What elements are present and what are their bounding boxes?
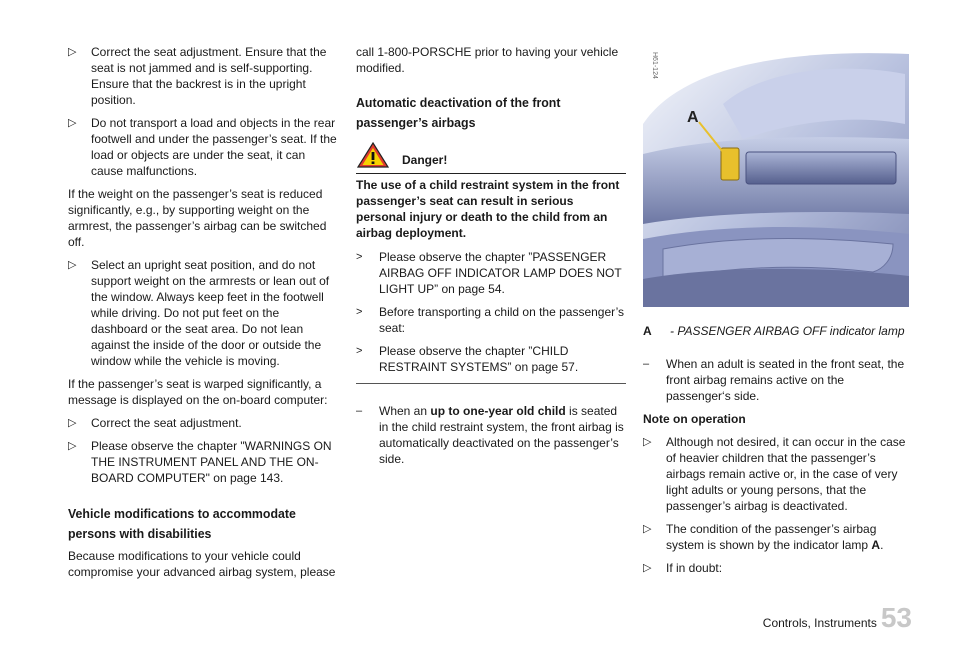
list-item-text: Correct the seat adjustment. Ensure that the seat is not jammed and is self-supporting. Ensure that the backrest is in the upright position. xyxy=(91,45,327,107)
list-item-text: Before transporting a child on the passenger’s seat: xyxy=(379,305,625,335)
list-item-text: Please observe the chapter ”PASSENGER AIRBAG OFF INDICATOR LAMP DOES NOT LIGHT UP” on page 54. xyxy=(379,250,622,296)
list-item xyxy=(68,438,338,486)
list-item-text: Correct the seat adjustment. xyxy=(91,416,242,430)
bullet-dash: – xyxy=(643,358,650,370)
caption-text: - PASSENGER AIRBAG OFF indicator lamp xyxy=(670,324,905,338)
bullet-triangle-icon: ▷ xyxy=(643,562,652,574)
passenger-airbag-off-lamp-photo xyxy=(643,44,909,307)
list-item-text: When an adult is seated in the front seat, the front airbag remains active on the passenger‘s side. xyxy=(666,357,905,403)
figure-caption xyxy=(643,323,909,339)
bullet-triangle-icon: ▷ xyxy=(68,46,77,58)
list-item-text: Although not desired, it can occur in the case of heavier children that the passenger’s airbags remain active or, in the case of very light adults or young persons, that the passenger’s airbag is deactivated. xyxy=(666,435,906,513)
bullet-triangle-icon: ▷ xyxy=(643,523,652,535)
list-item xyxy=(356,304,626,336)
list-item-text: When an up to one-year old child is seated in the child restraint system, the front airbag is automatically deactivated on the passenger’s side. xyxy=(379,404,624,466)
bullet-arrow-icon: > xyxy=(356,251,363,263)
list-item-text: Select an upright seat position, and do not support weight on the armrests or lean out of the window. Always keep feet in the footwell while driving. Do not put feet on the dashboard or the seat area. Do not lean against the inside of the door or outside the window while the vehicle is moving. xyxy=(91,258,330,368)
bullet-arrow-icon: > xyxy=(356,345,363,357)
section-heading: Automatic deactivation of the front passenger’s airbags xyxy=(356,95,561,130)
list-item xyxy=(643,434,909,514)
column-right xyxy=(643,44,909,576)
list-item xyxy=(356,249,626,297)
list-item-text: Please observe the chapter ”CHILD RESTRAINT SYSTEMS” on page 57. xyxy=(379,344,579,374)
list-item-text: If in doubt: xyxy=(666,561,723,575)
note-heading: Note on operation xyxy=(643,412,746,426)
danger-label: Danger! xyxy=(402,153,448,167)
section-heading: Vehicle modifications to accommodate persons with disabilities xyxy=(68,506,296,541)
danger-header xyxy=(356,141,626,169)
section-name: Controls, Instruments xyxy=(762,616,877,630)
list-item xyxy=(68,257,338,369)
bullet-triangle-icon: ▷ xyxy=(68,117,77,129)
list-item xyxy=(643,560,909,576)
list-item xyxy=(356,403,626,467)
list-item xyxy=(356,343,626,375)
paragraph: If the weight on the passenger’s seat is reduced significantly, e.g., by supporting weight on the armrest, the passenger’s airbag can be switched off. xyxy=(68,187,327,249)
figure-label-a: A xyxy=(687,109,699,126)
bullet-dash: – xyxy=(356,405,363,417)
bullet-arrow-icon: > xyxy=(356,306,363,318)
list-item-text: The condition of the passenger’s airbag system is shown by the indicator lamp A. xyxy=(666,522,884,552)
bullet-triangle-icon: ▷ xyxy=(643,436,652,448)
caption-key: A xyxy=(643,324,652,338)
page-number: 53 xyxy=(880,602,912,633)
paragraph: call 1-800-PORSCHE prior to having your vehicle modified. xyxy=(356,45,619,75)
figure-code: H61-124 xyxy=(651,52,658,79)
list-item xyxy=(643,356,909,404)
paragraph: If the passenger’s seat is warped significantly, a message is displayed on the on-board computer: xyxy=(68,377,328,407)
list-item xyxy=(68,44,338,108)
list-item xyxy=(643,521,909,553)
list-item-text: Please observe the chapter "WARNINGS ON THE INSTRUMENT PANEL AND THE ON-BOARD COMPUTER" on page 143. xyxy=(91,439,332,485)
list-item-text: Do not transport a load and objects in the rear footwell and under the passenger’s seat. If the load or objects are under the seat, it can cause malfunctions. xyxy=(91,116,337,178)
column-middle xyxy=(356,44,626,467)
list-item xyxy=(68,415,338,431)
paragraph: Because modifications to your vehicle could compromise your advanced airbag system, please xyxy=(68,549,336,579)
bullet-triangle-icon: ▷ xyxy=(68,417,77,429)
list-item xyxy=(68,115,338,179)
bullet-triangle-icon: ▷ xyxy=(68,259,77,271)
bullet-triangle-icon: ▷ xyxy=(68,440,77,452)
warning-triangle-icon xyxy=(356,141,390,169)
danger-text: The use of a child restraint system in the front passenger’s seat can result in serious personal injury or death to the child from an airbag deployment. xyxy=(356,178,620,240)
page-footer xyxy=(763,603,912,633)
dashboard-illustration xyxy=(643,44,909,307)
column-left xyxy=(68,44,338,580)
